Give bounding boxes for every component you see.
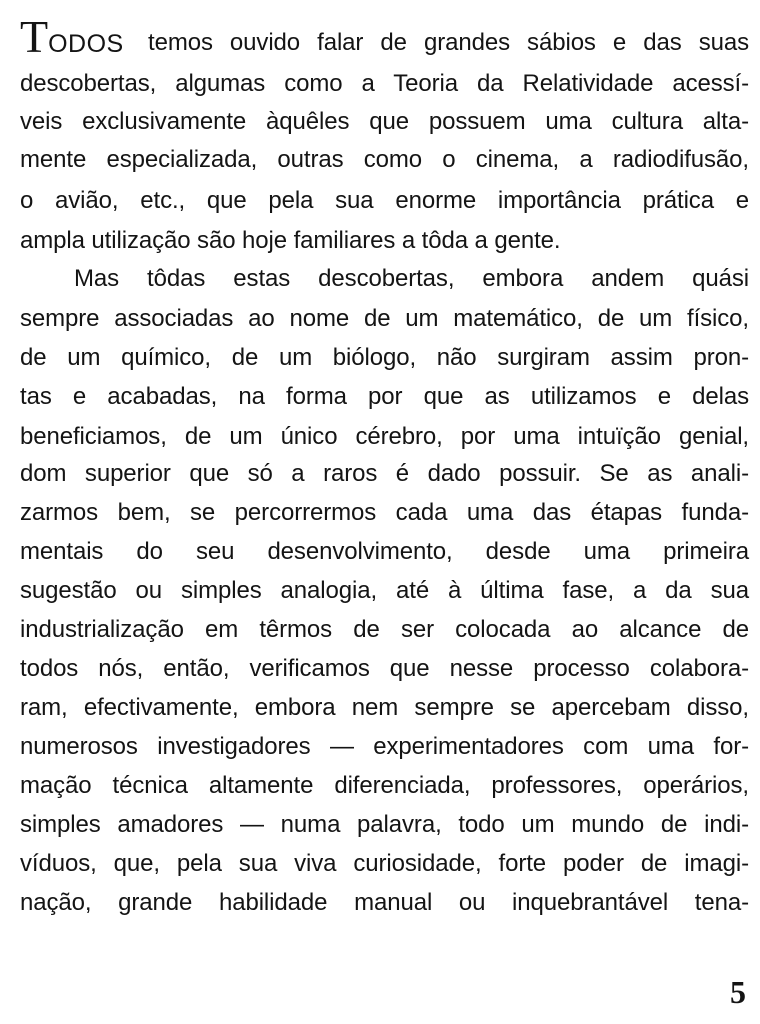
page-number: 5 xyxy=(730,974,746,1010)
paragraph-2-line-12: ram, efectivamente, embora nem sempre se apercebam disso, xyxy=(20,694,749,721)
paragraph-1-line-3: veis exclusivamente àquêles que possuem uma cultura alta- xyxy=(20,108,749,135)
paragraph-2-line-16: víduos, que, pela sua viva curiosidade, forte poder de imagi- xyxy=(20,850,749,877)
paragraph-1-line-5: o avião, etc., que pela sua enorme importância prática e xyxy=(20,187,749,214)
paragraph-2-line-10: industrialização em têrmos de ser colocada ao alcance de xyxy=(20,616,749,643)
paragraph-2-line-5: beneficiamos, de um único cérebro, por uma intuïção genial, xyxy=(20,423,749,450)
opening-word xyxy=(20,11,124,62)
paragraph-2-line-4: tas e acabadas, na forma por que as utilizamos e delas xyxy=(20,383,749,410)
drop-cap: T xyxy=(20,11,49,62)
paragraph-2-line-13: numerosos investigadores — experimentadores com uma for- xyxy=(20,733,749,760)
paragraph-1-line-6: ampla utilização são hoje familiares a tôda a gente. xyxy=(20,227,561,254)
paragraph-2-line-17: nação, grande habilidade manual ou inquebrantável tena- xyxy=(20,889,749,916)
paragraph-2-line-8: mentais do seu desenvolvimento, desde uma primeira xyxy=(20,538,749,565)
paragraph-2-line-6: dom superior que só a raros é dado possuir. Se as anali- xyxy=(20,460,749,487)
paragraph-1-line-2: descobertas, algumas como a Teoria da Relatividade acessí- xyxy=(20,70,749,97)
paragraph-2-line-11: todos nós, então, verificamos que nesse processo colabora- xyxy=(20,655,749,682)
paragraph-2-line-15: simples amadores — numa palavra, todo um mundo de indi- xyxy=(20,811,749,838)
paragraph-2-line-14: mação técnica altamente diferenciada, professores, operários, xyxy=(20,772,749,799)
paragraph-1-line-1: temos ouvido falar de grandes sábios e das suas xyxy=(148,29,749,56)
paragraph-2-line-3: de um químico, de um biólogo, não surgiram assim pron- xyxy=(20,344,749,371)
paragraph-2-line-1: Mas tôdas estas descobertas, embora andem quási xyxy=(74,265,749,292)
opening-word-rest: ODOS xyxy=(48,30,124,58)
paragraph-2-line-7: zarmos bem, se percorrermos cada uma das étapas funda- xyxy=(20,499,749,526)
paragraph-1-line-4: mente especializada, outras como o cinema, a radiodifusão, xyxy=(20,146,749,173)
paragraph-2-line-9: sugestão ou simples analogia, até à última fase, a da sua xyxy=(20,577,749,604)
paragraph-2-line-2: sempre associadas ao nome de um matemático, de um físico, xyxy=(20,305,749,332)
